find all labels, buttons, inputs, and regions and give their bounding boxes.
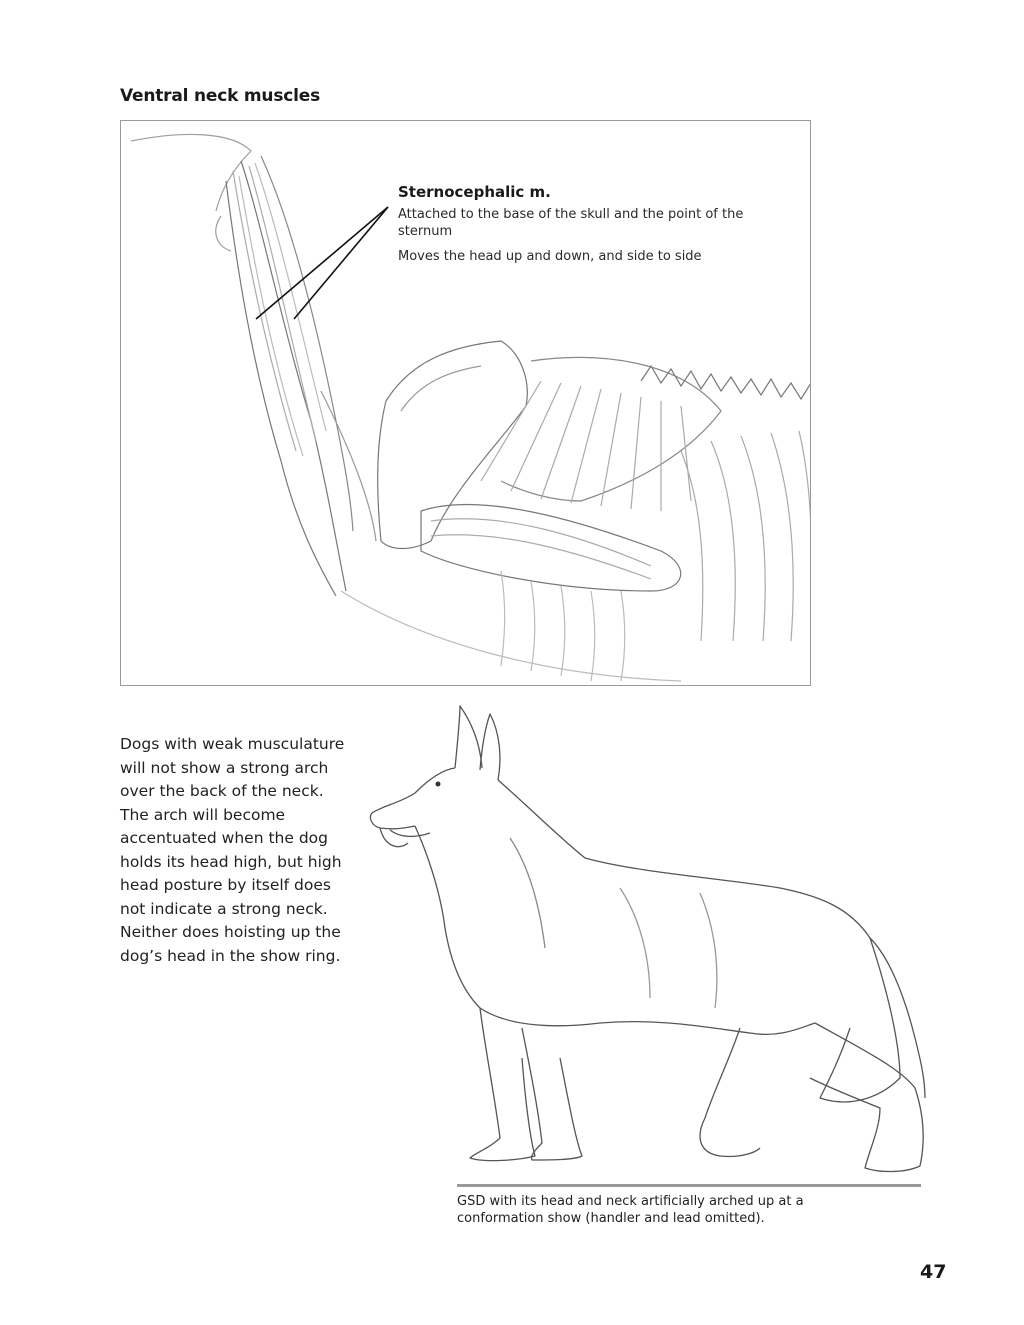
dog-eye — [436, 782, 441, 787]
muscle-callout — [398, 183, 778, 273]
muscle-label-attachment: Attached to the base of the skull and the point of the sternum — [398, 207, 744, 239]
muscle-illustration-frame — [120, 120, 811, 686]
muscle-label-title: Sternocephalic m. — [398, 183, 551, 201]
section-title: Ventral neck muscles — [120, 86, 321, 106]
muscle-label-function: Moves the head up and down, and side to side — [398, 249, 702, 264]
dog-caption: GSD with its head and neck artificially arched up at a conformation show (handler and lead omitted). — [457, 1194, 804, 1226]
body-paragraph: Dogs with weak musculature will not show a strong arch over the back of the neck. The arch will become accentuated when the dog holds its head high, but high head posture by itself does not indicate a strong neck. Neither does hoisting up the dog’s head in the show ring. — [120, 735, 345, 965]
dog-illustration — [360, 698, 940, 1188]
page-number: 47 — [920, 1261, 947, 1283]
caption-divider — [457, 1184, 921, 1187]
